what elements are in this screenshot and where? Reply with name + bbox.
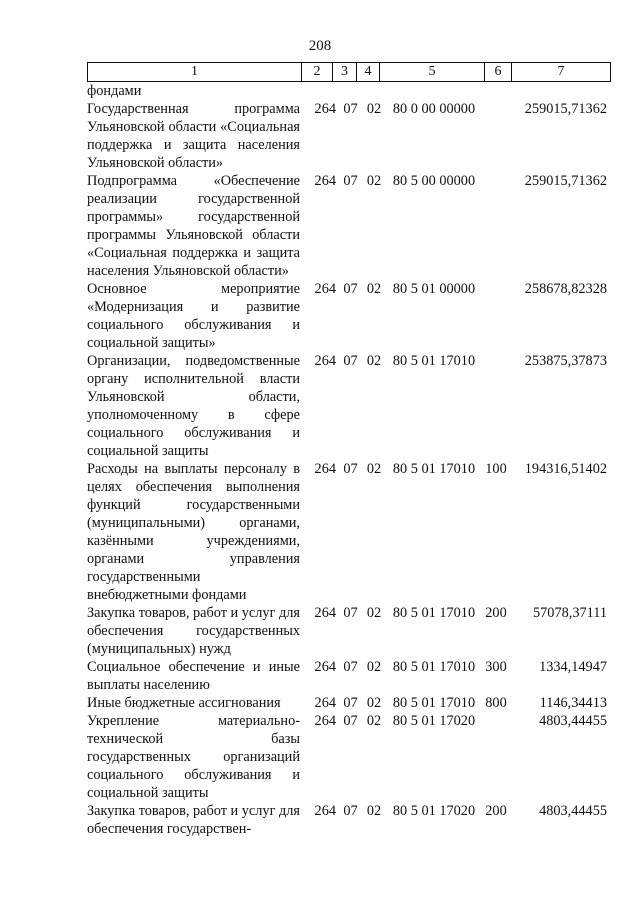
row-section: 07	[343, 101, 358, 117]
row-code-2: 264	[314, 659, 336, 675]
row-code-2: 264	[314, 713, 336, 729]
table-row	[87, 172, 607, 280]
row-section: 07	[343, 461, 358, 477]
row-name: Подпрограмма «Обеспечение реализации государственной программы» государственной программы Ульяновской области «Социальная поддержка и защита населения Ульяновской области»	[87, 173, 300, 279]
row-amount: 4803,44455	[539, 803, 607, 819]
row-amount: 4803,44455	[539, 713, 607, 729]
row-subsection: 02	[366, 461, 382, 477]
row-name: Организации, подведомственные органу исполнительной власти Ульяновской области, уполномоченному в сфере социального обслуживания и социальной защиты	[87, 353, 300, 459]
row-section: 07	[343, 713, 358, 729]
row-code-2: 264	[314, 101, 336, 117]
table-row	[87, 352, 607, 460]
row-name: Социальное обеспечение и иные выплаты населению	[87, 659, 300, 693]
table-row	[87, 802, 607, 838]
row-subsection: 02	[366, 713, 382, 729]
row-subsection: 02	[366, 803, 382, 819]
row-expense-type: 800	[485, 695, 507, 711]
row-target-article: 80 5 01 17010	[392, 659, 476, 675]
row-section: 07	[343, 281, 358, 297]
row-expense-type: 100	[485, 461, 507, 477]
row-section: 07	[343, 695, 358, 711]
row-code-2: 264	[314, 695, 336, 711]
column-header-4: 4	[357, 63, 380, 82]
row-code-2: 264	[314, 353, 336, 369]
row-amount: 194316,51402	[524, 461, 607, 477]
row-subsection: 02	[366, 281, 382, 297]
row-subsection: 02	[366, 101, 382, 117]
column-header-3: 3	[333, 63, 357, 82]
row-code-2: 264	[314, 461, 336, 477]
row-amount: 1146,34413	[539, 695, 607, 711]
row-target-article: 80 5 01 17010	[392, 695, 476, 711]
table-row	[87, 460, 607, 604]
continuation-text: фондами	[87, 83, 142, 99]
row-amount: 1334,14947	[539, 659, 607, 675]
row-target-article: 80 5 00 00000	[392, 173, 476, 189]
row-code-2: 264	[314, 605, 336, 621]
row-expense-type: 200	[485, 803, 507, 819]
row-subsection: 02	[366, 695, 382, 711]
row-expense-type: 200	[485, 605, 507, 621]
row-amount: 253875,37873	[524, 353, 607, 369]
row-expense-type: 300	[485, 659, 507, 675]
row-amount: 57078,37111	[533, 605, 607, 621]
row-code-2: 264	[314, 281, 336, 297]
table-row	[87, 280, 607, 352]
row-subsection: 02	[366, 659, 382, 675]
row-name: Расходы на выплаты персоналу в целях обеспечения выполнения функций государственными (муниципальными) органами, казёнными учреждениями, органами управления государственными внебюджетными фондами	[87, 461, 300, 603]
row-subsection: 02	[366, 605, 382, 621]
row-target-article: 80 5 01 17010	[392, 461, 476, 477]
row-name: Закупка товаров, работ и услуг для обеспечения государствен-	[87, 803, 300, 837]
row-name: Иные бюджетные ассигнования	[87, 695, 281, 711]
column-header-table	[87, 62, 611, 82]
row-name: Закупка товаров, работ и услуг для обеспечения государственных (муниципальных) нужд	[87, 605, 300, 657]
table-row	[87, 604, 607, 658]
table-row	[87, 712, 607, 802]
row-code-2: 264	[314, 803, 336, 819]
row-amount: 258678,82328	[524, 281, 607, 297]
row-target-article: 80 5 01 17010	[392, 605, 476, 621]
row-section: 07	[343, 173, 358, 189]
table-row	[87, 658, 607, 694]
row-target-article: 80 5 01 17010	[392, 353, 476, 369]
column-header-1: 1	[88, 63, 302, 82]
row-amount: 259015,71362	[524, 173, 607, 189]
column-header-6: 6	[485, 63, 512, 82]
row-subsection: 02	[366, 353, 382, 369]
page-number: 208	[308, 38, 332, 54]
row-section: 07	[343, 659, 358, 675]
row-target-article: 80 5 01 17020	[392, 803, 476, 819]
column-header-7: 7	[512, 63, 611, 82]
row-target-article: 80 0 00 00000	[392, 101, 476, 117]
row-subsection: 02	[366, 173, 382, 189]
row-name: Основное мероприятие «Модернизация и развитие социального обслуживания и социальной защиты»	[87, 281, 300, 351]
table-row	[87, 100, 607, 172]
row-section: 07	[343, 353, 358, 369]
row-target-article: 80 5 01 17020	[392, 713, 476, 729]
budget-table-body	[87, 82, 607, 838]
row-target-article: 80 5 01 00000	[392, 281, 476, 297]
row-code-2: 264	[314, 173, 336, 189]
column-header-2: 2	[302, 63, 333, 82]
continuation-row	[87, 82, 607, 100]
row-name: Укрепление материально-технической базы государственных организаций социального обслуживания и социальной защиты	[87, 713, 300, 801]
row-name: Государственная программа Ульяновской области «Социальная поддержка и защита населения Ульяновской области»	[87, 101, 300, 171]
row-section: 07	[343, 803, 358, 819]
table-row	[87, 694, 607, 712]
row-section: 07	[343, 605, 358, 621]
row-amount: 259015,71362	[524, 101, 607, 117]
column-header-5: 5	[380, 63, 485, 82]
